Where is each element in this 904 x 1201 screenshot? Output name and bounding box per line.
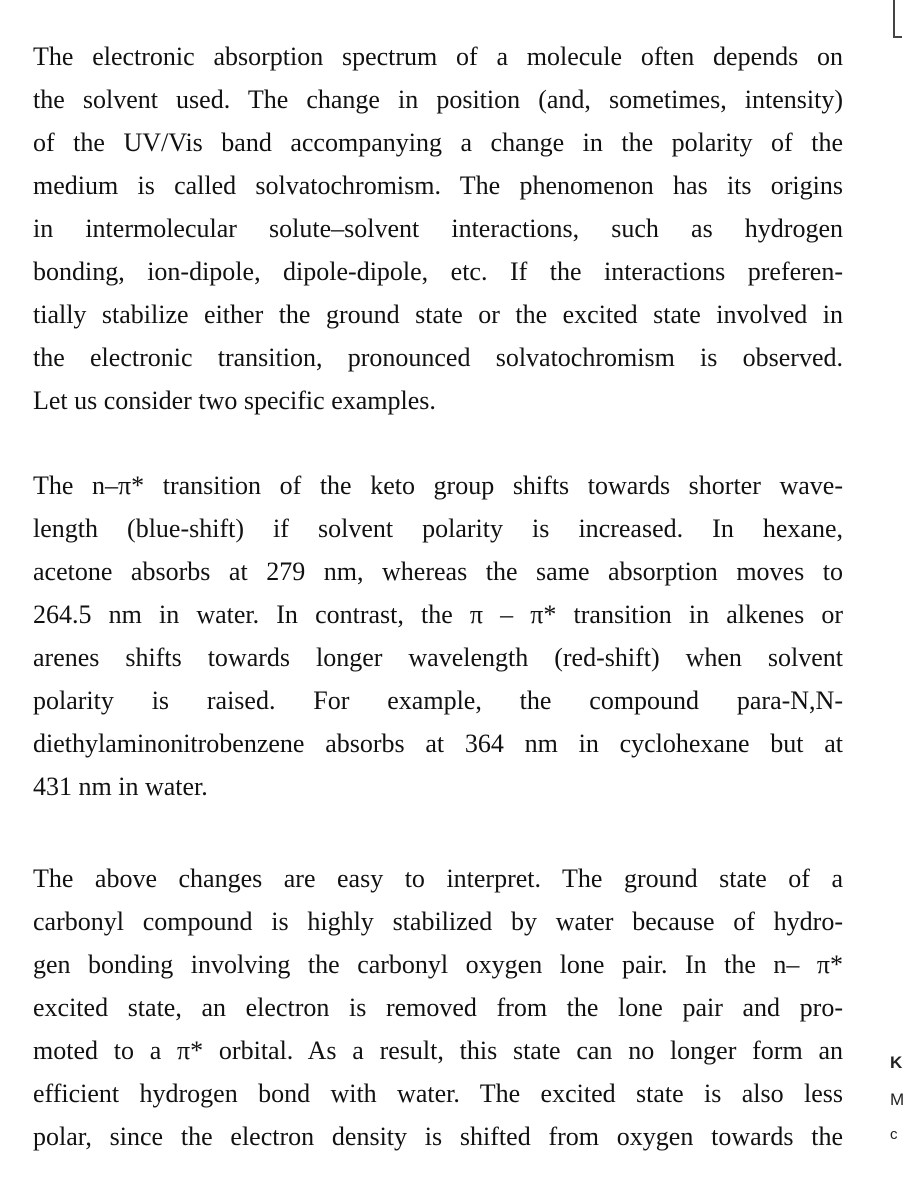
text-line: the solvent used. The change in position (and, sometimes, intensity)	[33, 85, 843, 114]
text-line: gen bonding involving the carbonyl oxygen lone pair. In the n– π*	[33, 950, 843, 979]
text-line: tially stabilize either the ground state or the excited state involved in	[33, 300, 843, 329]
text-line: 264.5 nm in water. In contrast, the π – π* transition in alkenes or	[33, 600, 843, 629]
text-line: bonding, ion-dipole, dipole-dipole, etc. If the interactions preferen-	[33, 257, 843, 286]
text-line: diethylaminonitrobenzene absorbs at 364 nm in cyclohexane but at	[33, 729, 843, 758]
text-line: The electronic absorption spectrum of a molecule often depends on	[33, 42, 843, 71]
text-line: polarity is raised. For example, the compound para-N,N-	[33, 686, 843, 715]
text-line: arenes shifts towards longer wavelength (red-shift) when solvent	[33, 643, 843, 672]
paragraph-interpretation	[33, 857, 843, 1158]
margin-fragment: M	[890, 1090, 904, 1109]
text-line: Let us consider two specific examples.	[33, 386, 436, 415]
text-line: medium is called solvatochromism. The phenomenon has its origins	[33, 171, 843, 200]
text-line: The n–π* transition of the keto group shifts towards shorter wave-	[33, 471, 843, 500]
text-line: acetone absorbs at 279 nm, whereas the same absorption moves to	[33, 557, 843, 586]
page-corner-mark	[893, 0, 902, 38]
margin-fragment: K	[890, 1053, 903, 1072]
text-line: excited state, an electron is removed from the lone pair and pro-	[33, 993, 843, 1022]
text-line: the electronic transition, pronounced solvatochromism is observed.	[33, 343, 843, 372]
text-line: moted to a π* orbital. As a result, this state can no longer form an	[33, 1036, 843, 1065]
text-line: length (blue-shift) if solvent polarity is increased. In hexane,	[33, 514, 843, 543]
paragraph-examples	[33, 464, 843, 808]
text-line: The above changes are easy to interpret. The ground state of a	[33, 864, 843, 893]
text-line: in intermolecular solute–solvent interactions, such as hydrogen	[33, 214, 843, 243]
text-line: carbonyl compound is highly stabilized by water because of hydro-	[33, 907, 843, 936]
text-line: 431 nm in water.	[33, 772, 208, 801]
margin-fragment: c	[890, 1126, 898, 1143]
paragraph-solvatochromism-intro	[33, 35, 843, 422]
text-line: polar, since the electron density is shifted from oxygen towards the	[33, 1122, 843, 1151]
text-line: of the UV/Vis band accompanying a change in the polarity of the	[33, 128, 843, 157]
text-line: efficient hydrogen bond with water. The excited state is also less	[33, 1079, 843, 1108]
